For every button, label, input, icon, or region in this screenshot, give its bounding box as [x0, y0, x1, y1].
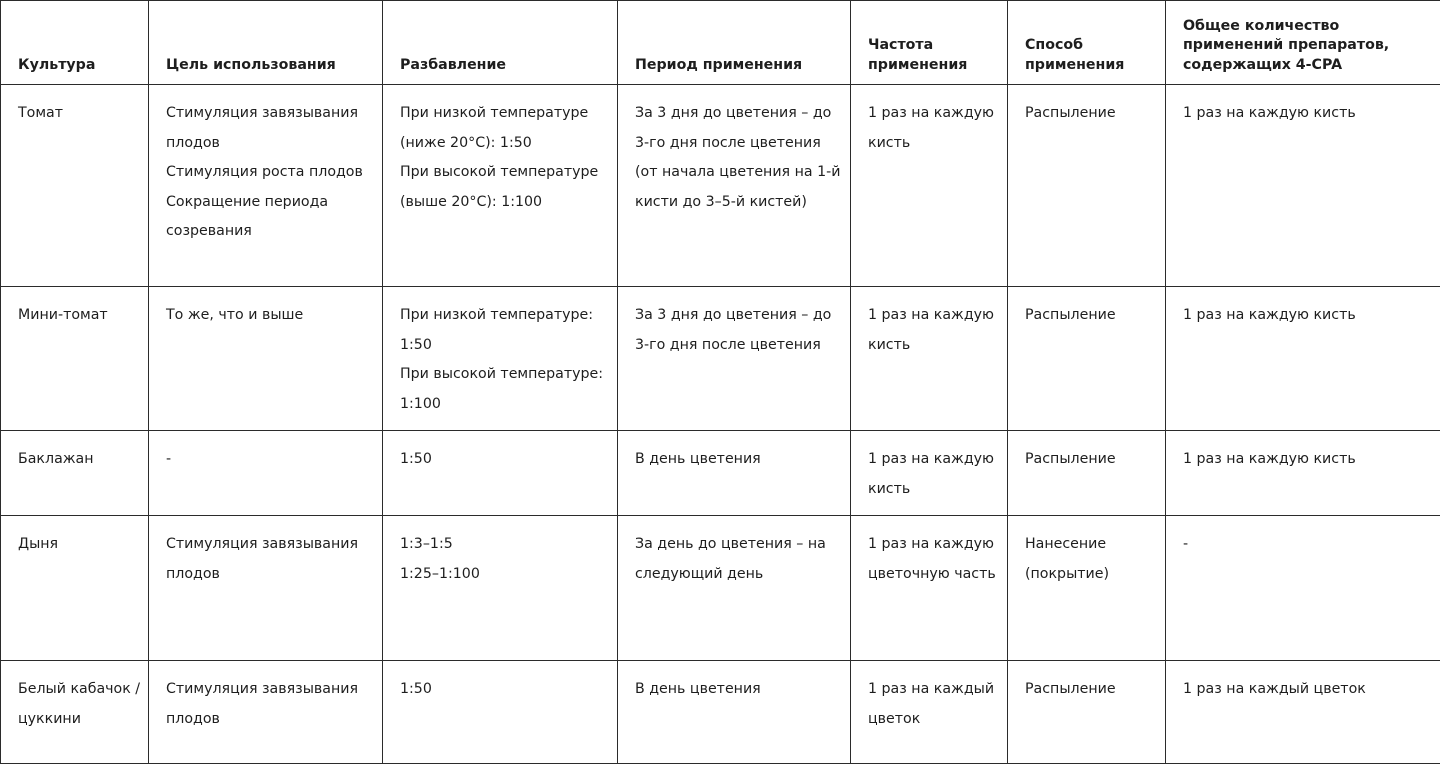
cell-period	[618, 516, 851, 661]
dilution-line: 1:50	[400, 445, 613, 475]
cell-frequency: 1 раз на каждую кисть	[851, 431, 1008, 516]
cell-frequency: 1 раз на каждый цветок	[851, 661, 1008, 764]
dilution-line: 1:50	[400, 675, 613, 705]
table-row	[1, 431, 1440, 516]
cell-purpose	[149, 516, 383, 661]
table-header-row	[1, 1, 1440, 85]
cell-crop: Томат	[1, 85, 149, 287]
period-line: За 3 дня до цветения – до 3-го дня после цветения	[635, 301, 846, 360]
header-period: Период применения	[618, 1, 851, 85]
cell-dilution	[383, 516, 618, 661]
purpose-line: То же, что и выше	[166, 301, 378, 331]
period-line: За день до цветения – на следующий день	[635, 530, 846, 589]
cell-frequency: 1 раз на каждую кисть	[851, 85, 1008, 287]
cell-dilution	[383, 431, 618, 516]
cell-crop: Дыня	[1, 516, 149, 661]
cell-total: 1 раз на каждую кисть	[1166, 287, 1440, 431]
cell-purpose	[149, 85, 383, 287]
cell-frequency: 1 раз на каждую кисть	[851, 287, 1008, 431]
cell-purpose	[149, 287, 383, 431]
dilution-line: При низкой температуре: 1:50	[400, 301, 613, 360]
purpose-line: Стимуляция завязывания плодов	[166, 675, 378, 734]
cell-method: Распыление	[1008, 431, 1166, 516]
period-line: В день цветения	[635, 675, 846, 705]
dilution-line: При высокой температуре (выше 20°C): 1:100	[400, 158, 613, 217]
cell-period	[618, 661, 851, 764]
cell-dilution	[383, 287, 618, 431]
cell-purpose	[149, 431, 383, 516]
cell-frequency: 1 раз на каждую цветочную часть	[851, 516, 1008, 661]
period-line: За 3 дня до цветения – до 3-го дня после цветения	[635, 99, 846, 158]
cell-method: Распыление	[1008, 287, 1166, 431]
header-total: Общее количество применений препаратов, содержащих 4-CPA	[1166, 1, 1440, 85]
header-crop: Культура	[1, 1, 149, 85]
header-dilution: Разбавление	[383, 1, 618, 85]
cell-dilution	[383, 85, 618, 287]
dilution-line: При высокой температуре: 1:100	[400, 360, 613, 419]
cell-method: Нанесение (покрытие)	[1008, 516, 1166, 661]
purpose-line: -	[166, 445, 378, 475]
cell-period	[618, 85, 851, 287]
cell-crop: Белый кабачок / цуккини	[1, 661, 149, 764]
period-line: (от начала цветения на 1-й кисти до 3–5-й кистей)	[635, 158, 846, 217]
cell-crop: Баклажан	[1, 431, 149, 516]
cell-method: Распыление	[1008, 85, 1166, 287]
table-row	[1, 516, 1440, 661]
table-row	[1, 85, 1440, 287]
table-row	[1, 287, 1440, 431]
header-purpose: Цель использования	[149, 1, 383, 85]
cell-total: 1 раз на каждую кисть	[1166, 431, 1440, 516]
cell-purpose	[149, 661, 383, 764]
dilution-line: 1:3–1:5	[400, 530, 613, 560]
purpose-line: Стимуляция завязывания плодов	[166, 99, 378, 158]
purpose-line: Стимуляция завязывания плодов	[166, 530, 378, 589]
cell-period	[618, 287, 851, 431]
cell-crop: Мини-томат	[1, 287, 149, 431]
purpose-line: Стимуляция роста плодов	[166, 158, 378, 188]
header-method: Способ применения	[1008, 1, 1166, 85]
cell-total: -	[1166, 516, 1440, 661]
purpose-line: Сокращение периода созревания	[166, 188, 378, 247]
dilution-line: При низкой температуре (ниже 20°C): 1:50	[400, 99, 613, 158]
cell-total: 1 раз на каждый цветок	[1166, 661, 1440, 764]
cell-period	[618, 431, 851, 516]
table-row	[1, 661, 1440, 764]
cell-total: 1 раз на каждую кисть	[1166, 85, 1440, 287]
dilution-line: 1:25–1:100	[400, 560, 613, 590]
period-line: В день цветения	[635, 445, 846, 475]
cell-dilution	[383, 661, 618, 764]
header-frequency: Частота применения	[851, 1, 1008, 85]
cell-method: Распыление	[1008, 661, 1166, 764]
